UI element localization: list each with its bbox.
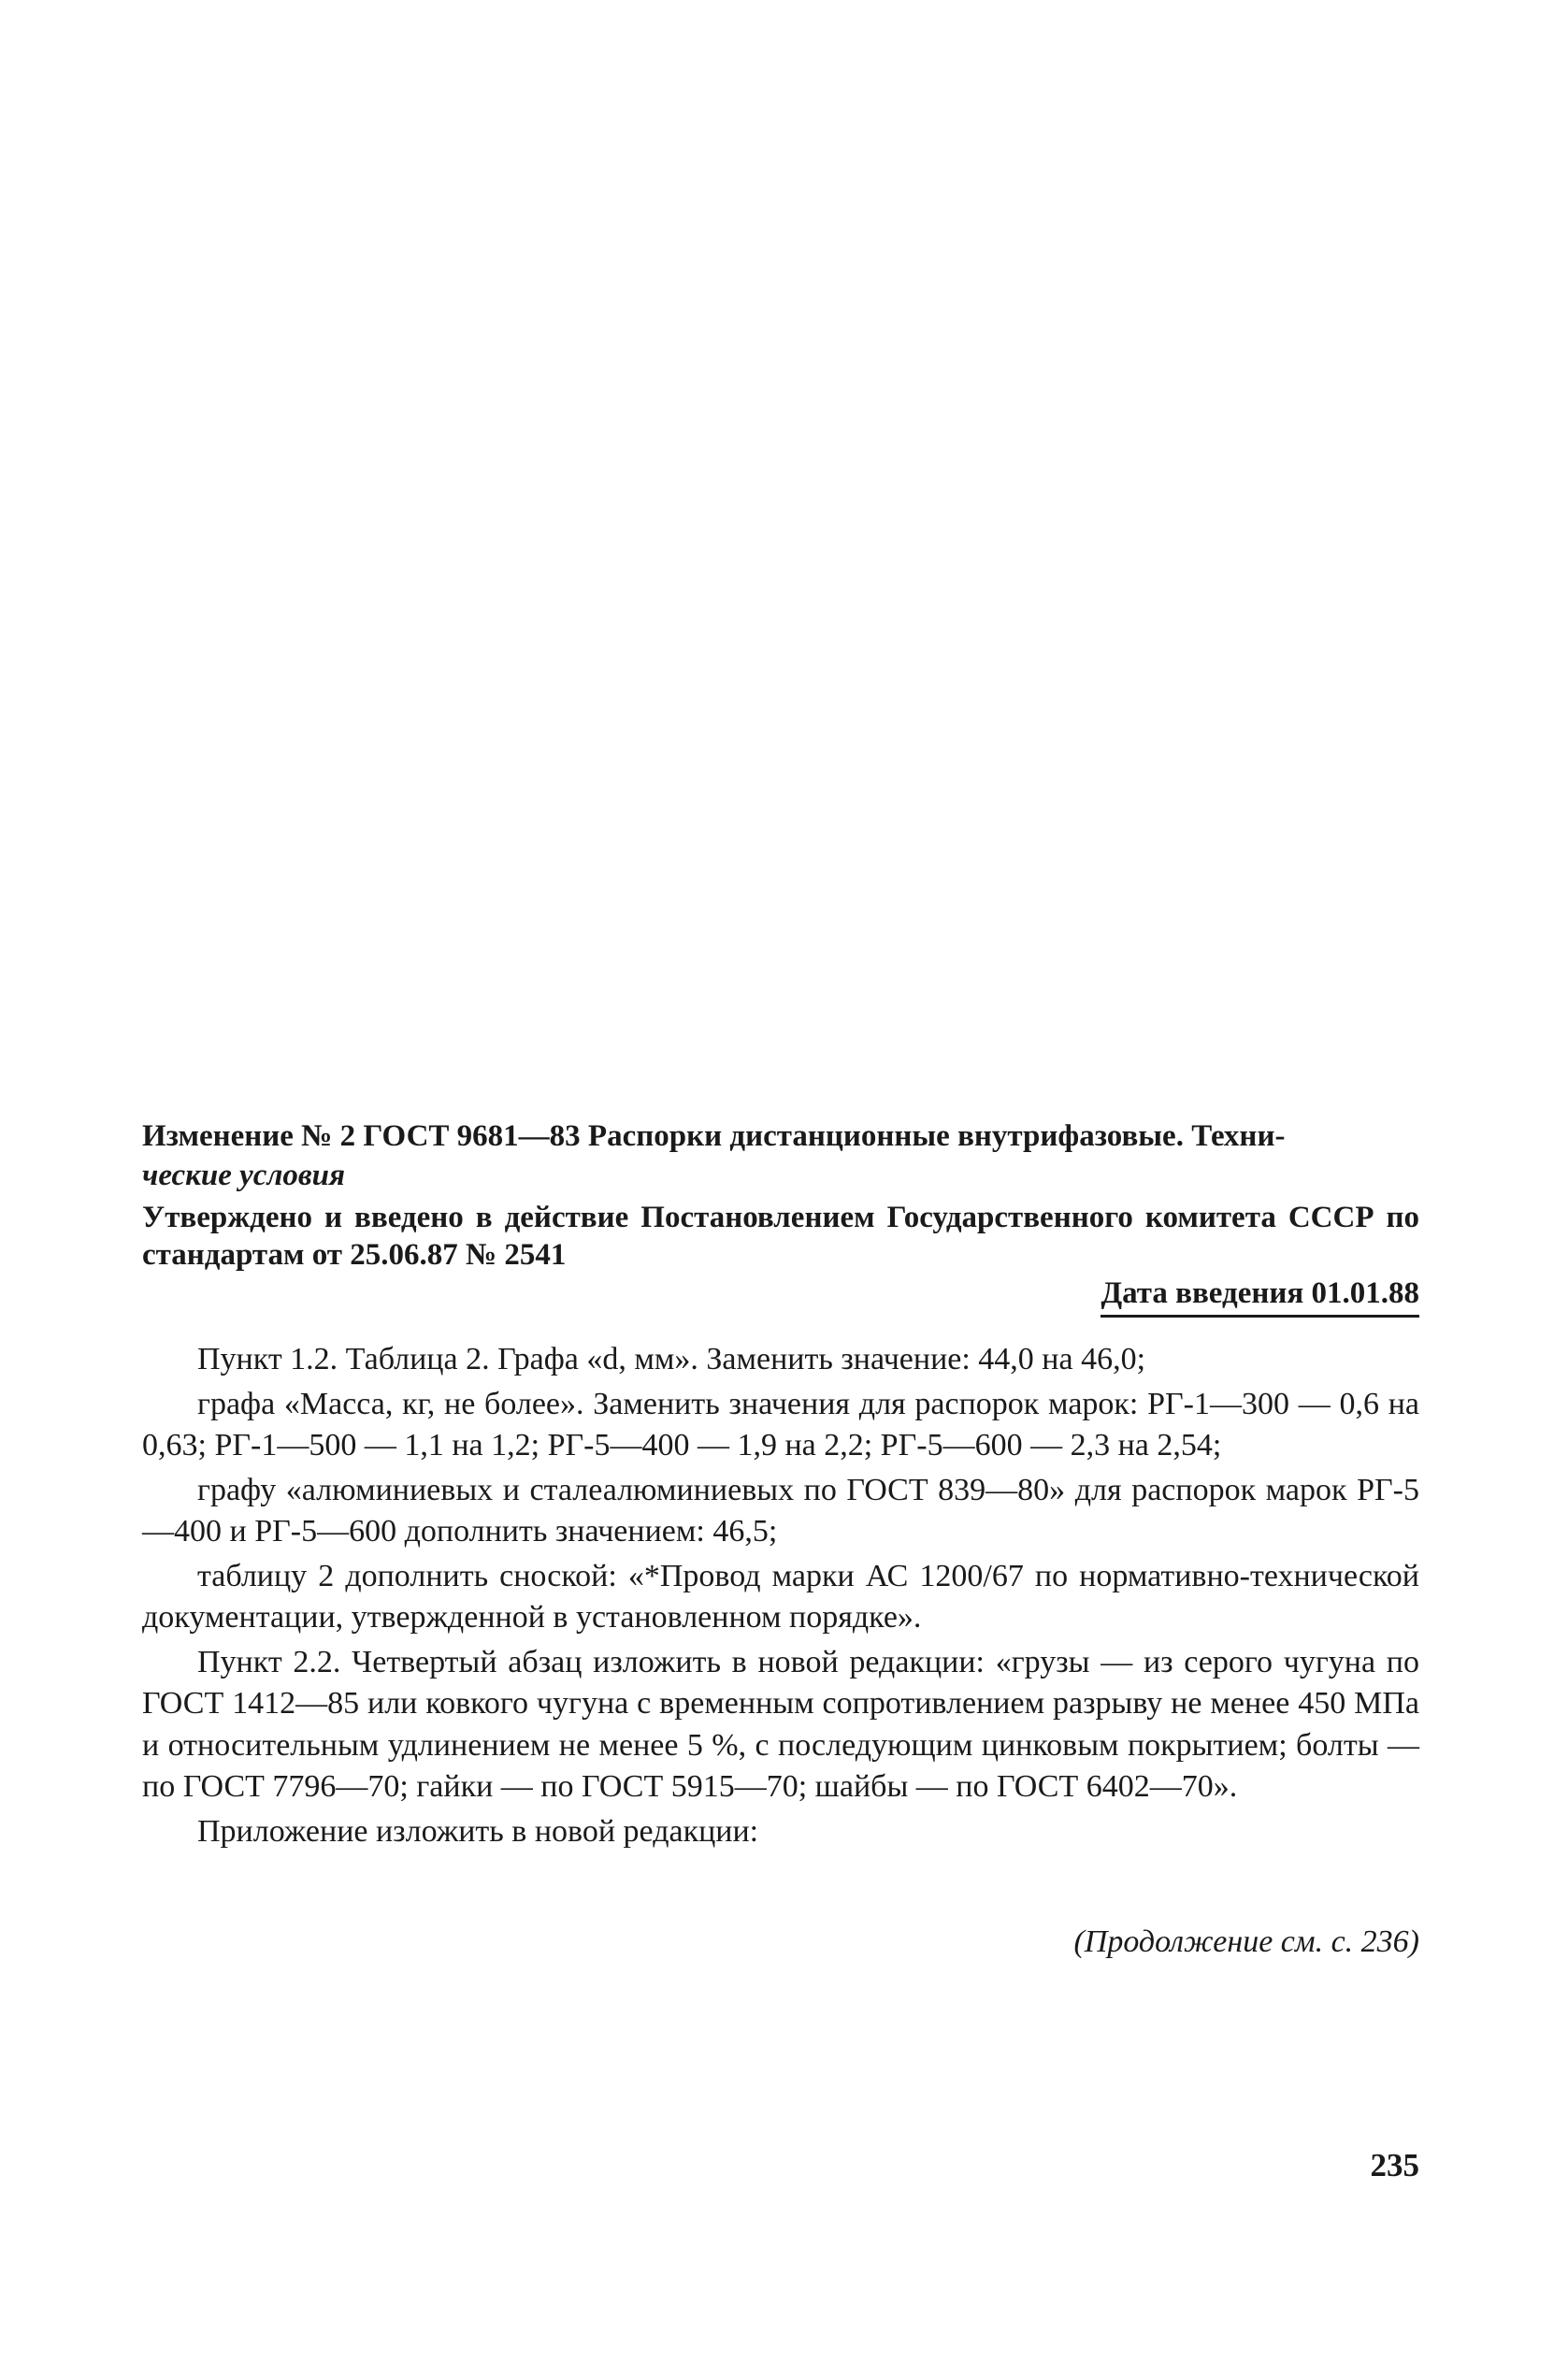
document-body <box>142 1339 1419 1855</box>
change-title-continuation: ческие условия <box>142 1159 345 1192</box>
continuation-note: (Продолжение см. с. 236) <box>1073 1924 1419 1959</box>
paragraph: таблицу 2 дополнить сноской: «*Провод марки АС 1200/67 по нормативно-технической документации, утвержденной в установленном порядке». <box>142 1558 1419 1635</box>
approval-statement: Утверждено и введено в действие Постановлением Государственного комитета СССР по стандартам от 25.06.87 № 2541 <box>142 1201 1419 1272</box>
page-number: 235 <box>1370 2147 1419 2183</box>
change-title: Изменение № 2 ГОСТ 9681—83 Распорки дистанционные внутрифазовые. Техни- <box>142 1119 1286 1153</box>
paragraph: графа «Масса, кг, не более». Заменить значения для распорок марок: РГ-1—300 — 0,6 на 0,63; РГ-1—500 — 1,1 на 1,2; РГ-5—400 — 1,9 на 2,2; РГ-5—600 — 2,3 на 2,54; <box>142 1386 1419 1462</box>
paragraph: графу «алюминиевых и сталеалюминиевых по ГОСТ 839—80» для распорок марок РГ-5—400 и РГ-5—600 дополнить значением: 46,5; <box>142 1472 1419 1549</box>
paragraph: Пункт 2.2. Четвертый абзац изложить в новой редакции: «грузы — из серого чугуна по ГОСТ 1412—85 или ковкого чугуна с временным сопротивлением разрыву не менее 450 МПа и относительным удлинением не менее 5 %, с последующим цинковым покрытием; болты — по ГОСТ 7796—70; гайки — по ГОСТ 5915—70; шайбы — по ГОСТ 6402—70». <box>142 1644 1419 1804</box>
introduction-date: Дата введения 01.01.88 <box>1100 1274 1419 1318</box>
paragraph: Приложение изложить в новой редакции: <box>197 1813 759 1849</box>
document-heading <box>142 1117 1419 1195</box>
paragraph: Пункт 1.2. Таблица 2. Графа «d, мм». Заменить значение: 44,0 на 46,0; <box>197 1342 1146 1376</box>
